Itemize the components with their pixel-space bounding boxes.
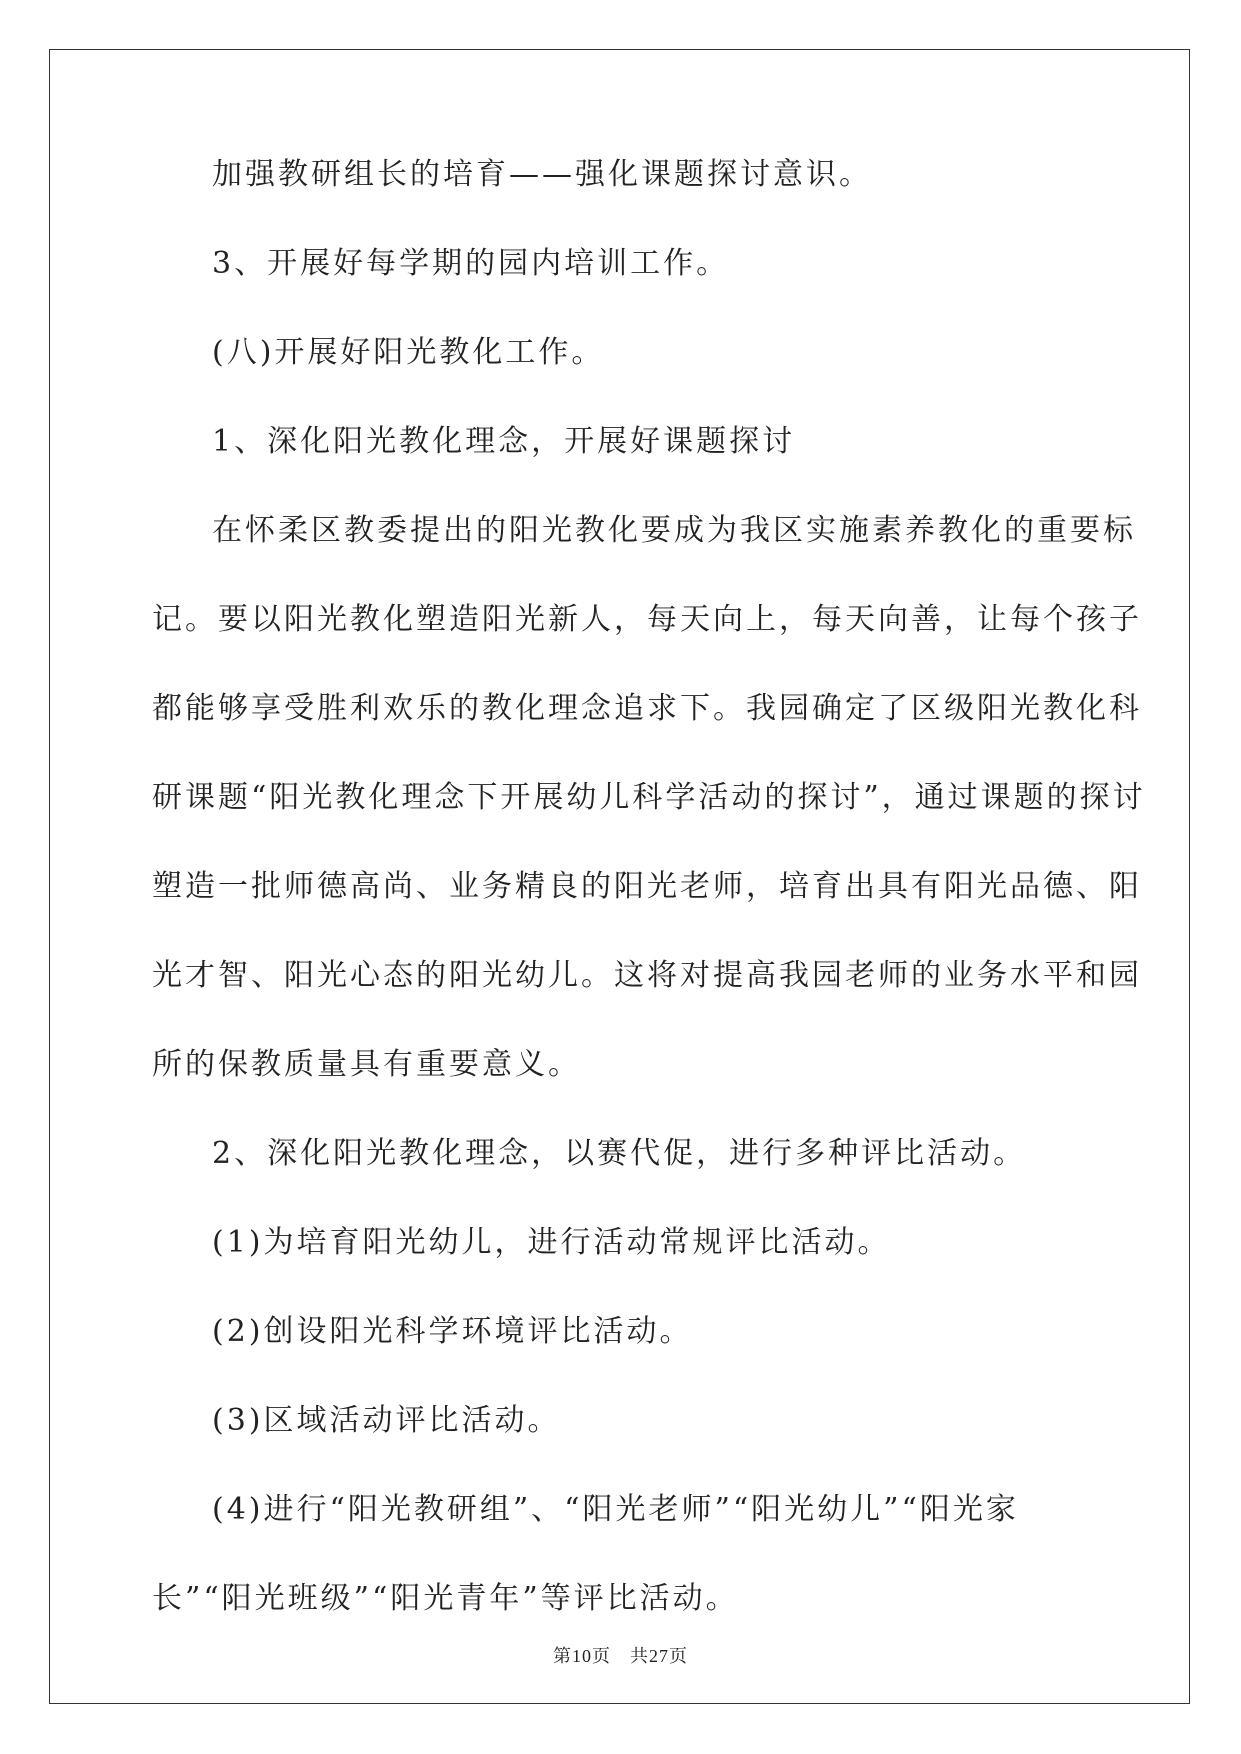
paragraph-line: 在怀柔区教委提出的阳光教化要成为我区实施素养教化的重要标 [212,513,1136,548]
list-item: (4)进行“阳光教研组”、“阳光老师”“阳光幼儿”“阳光家 [212,1492,1019,1527]
paragraph-line: 长”“阳光班级”“阳光青年”等评比活动。 [152,1581,739,1616]
list-item: (1)为培育阳光幼儿，进行活动常规评比活动。 [212,1225,891,1260]
document-body [152,157,1146,1673]
paragraph-line: 光才智、阳光心态的阳光幼儿。这将对提高我园老师的业务水平和园 [152,958,1142,993]
page-number-footer: 第10页 共27页 [553,1646,688,1666]
paragraph-line: 3、开展好每学期的园内培训工作。 [212,246,730,281]
paragraph-line: 1、深化阳光教化理念，开展好课题探讨 [212,424,796,459]
section-heading: (八)开展好阳光教化工作。 [212,335,605,370]
paragraph-line: 记。要以阳光教化塑造阳光新人，每天向上，每天向善，让每个孩子 [152,602,1142,637]
list-item: (2)创设阳光科学环境评比活动。 [212,1314,693,1349]
paragraph-line: 所的保教质量具有重要意义。 [152,1047,581,1082]
paragraph-line: 塑造一批师德高尚、业务精良的阳光老师，培育出具有阳光品德、阳 [152,869,1142,904]
paragraph-line: 研课题“阳光教化理念下开展幼儿科学活动的探讨”，通过课题的探讨 [152,780,1146,815]
list-item: (3)区域活动评比活动。 [212,1403,561,1438]
paragraph-line: 2、深化阳光教化理念，以赛代促，进行多种评比活动。 [212,1136,1027,1171]
paragraph-line: 加强教研组长的培育——强化课题探讨意识。 [212,157,872,192]
paragraph-line: 都能够享受胜利欢乐的教化理念追求下。我园确定了区级阳光教化科 [152,691,1142,726]
